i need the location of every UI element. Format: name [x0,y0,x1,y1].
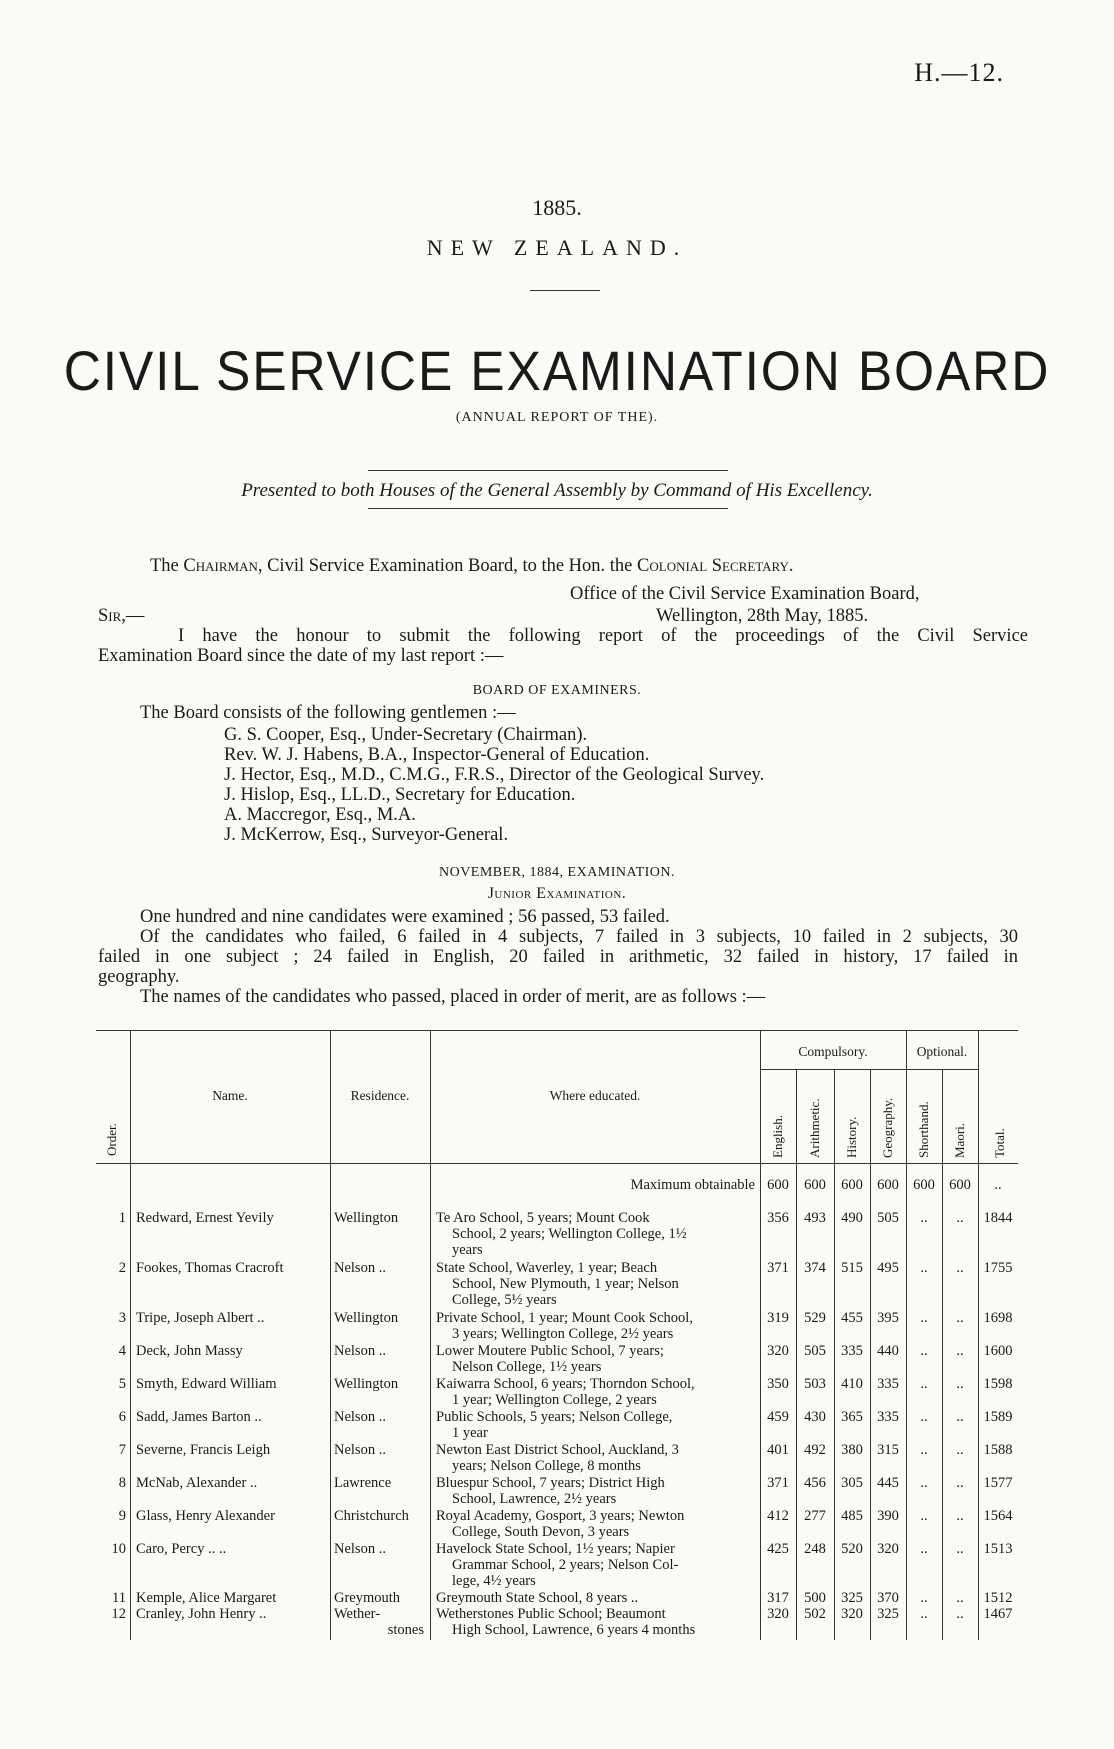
row-residence: Christchurch [334,1508,409,1524]
table-header-rule [96,1163,1018,1164]
row-residence: Nelson .. [334,1442,386,1458]
row-score-h: 325 [841,1590,863,1606]
row-order: 12 [111,1606,126,1622]
row-score-a: 430 [804,1409,826,1425]
row-order: 9 [118,1508,126,1524]
member-line: J. McKerrow, Esq., Surveyor-General. [224,825,509,845]
page-reference: H.—12. [914,58,1004,87]
row-where-educated: 3 years; Wellington College, 2½ years [452,1326,674,1342]
row-score-g: 325 [877,1606,899,1622]
row-residence: Greymouth [334,1590,401,1606]
exam-heading: NOVEMBER, 1884, EXAMINATION. [438,865,676,880]
header-shorthand: Shorthand. [916,1101,931,1158]
row-where-educated: Lower Moutere Public School, 7 years; [436,1343,664,1359]
row-score-m: .. [956,1606,964,1622]
row-score-e: 459 [767,1409,789,1425]
row-name: Sadd, James Barton .. [136,1409,262,1425]
row-score-t: 1577 [983,1475,1013,1491]
row-where-educated: Greymouth State School, 8 years .. [436,1590,639,1606]
row-score-e: 319 [767,1310,789,1326]
row-score-a: 492 [804,1442,826,1458]
row-score-m: .. [956,1590,964,1606]
row-score-t: 1564 [983,1508,1013,1524]
paragraph-1: One hundred and nine candidates were examined ; 56 passed, 53 failed. [140,907,670,927]
row-score-s: .. [920,1508,928,1524]
row-score-g: 440 [877,1343,899,1359]
row-where-educated: Kaiwarra School, 6 years; Thorndon School, [436,1376,695,1392]
row-where-educated: Havelock State School, 1½ years; Napier [436,1541,675,1557]
row-name: Fookes, Thomas Cracroft [136,1260,284,1276]
board-intro: The Board consists of the following gentlemen :— [140,703,516,723]
row-where-educated: College, 5½ years [452,1292,557,1308]
row-score-t: 1755 [983,1260,1013,1276]
row-score-s: .. [920,1376,928,1392]
row-score-a: 456 [804,1475,826,1491]
row-score-m: .. [956,1475,964,1491]
year-heading: 1885. [532,195,582,220]
row-order: 10 [111,1541,126,1557]
row-score-t: 1588 [983,1442,1013,1458]
row-score-h: 410 [841,1376,863,1392]
row-name: McNab, Alexander .. [136,1475,258,1491]
row-score-m: .. [956,1442,964,1458]
row-score-h: 335 [841,1343,863,1359]
row-residence: Nelson .. [334,1541,386,1557]
row-score-s: .. [920,1606,928,1622]
row-where-educated: Royal Academy, Gosport, 3 years; Newton [436,1508,685,1524]
row-residence: Wellington [334,1310,399,1326]
row-score-m: .. [956,1210,964,1226]
row-residence: Lawrence [334,1475,392,1491]
row-score-h: 365 [841,1409,863,1425]
row-where-educated: 1 year [452,1425,488,1441]
table-top-rule [96,1030,1018,1031]
row-where-educated: 1 year; Wellington College, 2 years [452,1392,657,1408]
row-where-educated: College, South Devon, 3 years [452,1524,630,1540]
row-score-a: 502 [804,1606,826,1622]
header-compulsory: Compulsory. [798,1044,868,1059]
row-score-e: 401 [767,1442,789,1458]
row-score-e: 412 [767,1508,789,1524]
row-score-a: 505 [804,1343,826,1359]
header-where-educated: Where educated. [549,1088,641,1103]
row-score-t: 1600 [983,1343,1013,1359]
row-score-a: 529 [804,1310,826,1326]
intro-line-1: I have the honour to submit the following report of the proceedings of the Civil Service [178,626,1028,646]
row-score-a: 500 [804,1590,826,1606]
header-name: Name. [212,1088,248,1103]
member-line: A. Maccregor, Esq., M.A. [224,805,416,825]
row-score-s: .. [920,1442,928,1458]
row-score-e: 425 [767,1541,789,1557]
office-line: Office of the Civil Service Examination Board, [570,584,920,604]
row-residence: Wellington [334,1376,399,1392]
row-name: Cranley, John Henry .. [136,1606,267,1622]
row-where-educated: lege, 4½ years [452,1573,536,1589]
junior-heading: Junior Examination. [487,885,627,902]
salutation: Sir,— [98,606,145,626]
header-optional: Optional. [916,1044,968,1059]
member-line: Rev. W. J. Habens, B.A., Inspector-General of Education. [224,745,650,765]
row-score-a: 277 [804,1508,826,1524]
row-name: Severne, Francis Leigh [136,1442,271,1458]
row-name: Kemple, Alice Margaret [136,1590,277,1606]
divider [368,508,728,509]
row-score-m: .. [956,1376,964,1392]
document-subtitle: (ANNUAL REPORT OF THE). [455,410,659,425]
row-score-g: 315 [877,1442,899,1458]
row-score-s: .. [920,1310,928,1326]
header-maori: Maori. [952,1122,967,1158]
date-line: Wellington, 28th May, 1885. [656,606,869,626]
address-mid: , Civil Service Examination Board, to the Hon. the [257,556,633,576]
paragraph-3: The names of the candidates who passed, placed in order of merit, are as follows :— [140,987,766,1007]
row-score-e: 371 [767,1260,789,1276]
paragraph-2a: Of the candidates who failed, 6 failed in 4 subjects, 7 failed in 3 subjects, 10 failed in 2 subjects, 30 [140,927,1018,947]
address-colonial: Colonial Secretary [637,556,789,576]
row-score-s: .. [920,1590,928,1606]
address-end: . [788,556,794,576]
row-score-m: .. [956,1409,964,1425]
row-order: 2 [118,1260,126,1276]
row-score-g: 370 [877,1590,899,1606]
row-score-t: 1513 [983,1541,1013,1557]
row-name: Caro, Percy .. .. [136,1541,227,1557]
row-score-g: 320 [877,1541,899,1557]
max-value: 600 [804,1177,826,1193]
row-residence: Nelson .. [334,1409,386,1425]
row-score-t: 1598 [983,1376,1013,1392]
row-score-h: 520 [841,1541,863,1557]
row-order: 3 [118,1310,126,1326]
row-score-s: .. [920,1475,928,1491]
row-score-m: .. [956,1260,964,1276]
divider [530,290,600,291]
row-score-s: .. [920,1409,928,1425]
row-name: Deck, John Massy [136,1343,243,1359]
row-residence: Nelson .. [334,1260,386,1276]
row-score-s: .. [920,1260,928,1276]
row-score-h: 305 [841,1475,863,1491]
row-name: Redward, Ernest Yevily [136,1210,274,1226]
member-line: J. Hector, Esq., M.D., C.M.G., F.R.S., Director of the Geological Survey. [224,765,765,785]
row-score-h: 485 [841,1508,863,1524]
header-residence: Residence. [350,1088,410,1103]
row-score-g: 335 [877,1409,899,1425]
row-score-t: 1698 [983,1310,1013,1326]
country-heading: NEW ZEALAND. [426,235,688,260]
row-score-e: 317 [767,1590,789,1606]
paragraph-2b: failed in one subject ; 24 failed in English, 20 failed in arithmetic, 32 failed in history, 17 failed in [98,947,1018,967]
row-where-educated: Newton East District School, Auckland, 3 [436,1442,679,1458]
row-score-h: 455 [841,1310,863,1326]
row-score-a: 503 [804,1376,826,1392]
row-residence: stones [387,1622,424,1638]
row-where-educated: School, Lawrence, 2½ years [452,1491,617,1507]
header-arithmetic: Arithmetic. [807,1098,822,1158]
row-where-educated: Grammar School, 2 years; Nelson Col- [452,1557,679,1573]
row-order: 1 [118,1210,126,1226]
max-label: Maximum obtainable [630,1177,755,1193]
row-score-g: 495 [877,1260,899,1276]
row-score-m: .. [956,1343,964,1359]
row-score-t: 1512 [983,1590,1013,1606]
column-rule [130,1030,131,1640]
header-english: English. [770,1115,785,1158]
row-where-educated: years [452,1242,483,1258]
max-value: 600 [913,1177,935,1193]
divider [368,470,728,471]
row-where-educated: Wetherstones Public School; Beaumont [436,1606,666,1622]
presented-line: Presented to both Houses of the General Assembly by Command of His Excellency. [241,480,873,501]
row-score-g: 505 [877,1210,899,1226]
row-order: 4 [118,1343,126,1359]
row-score-a: 248 [804,1541,826,1557]
address-pre: The [150,556,179,576]
address-chairman: Chairman [183,556,258,576]
max-value: 600 [949,1177,971,1193]
intro-line-2: Examination Board since the date of my last report :— [98,646,504,666]
row-score-s: .. [920,1343,928,1359]
row-score-a: 374 [804,1260,826,1276]
row-residence: Wether- [334,1606,381,1622]
max-value: .. [994,1177,1002,1193]
row-score-s: .. [920,1210,928,1226]
row-score-h: 380 [841,1442,863,1458]
row-residence: Wellington [334,1210,399,1226]
row-score-h: 320 [841,1606,863,1622]
board-heading: BOARD OF EXAMINERS. [472,683,642,698]
header-order: Order. [104,1123,119,1156]
max-value: 600 [877,1177,899,1193]
row-score-h: 490 [841,1210,863,1226]
row-where-educated: Bluespur School, 7 years; District High [436,1475,665,1491]
row-order: 11 [112,1590,126,1606]
row-name: Glass, Henry Alexander [136,1508,275,1524]
row-score-h: 515 [841,1260,863,1276]
table-group-rule [760,1069,978,1070]
header-history: History. [844,1116,859,1158]
row-score-m: .. [956,1508,964,1524]
row-name: Tripe, Joseph Albert .. [136,1310,265,1326]
row-where-educated: years; Nelson College, 8 months [452,1458,641,1474]
row-residence: Nelson .. [334,1343,386,1359]
row-where-educated: Private School, 1 year; Mount Cook School, [436,1310,693,1326]
header-total: Total. [992,1128,1007,1158]
row-order: 7 [118,1442,126,1458]
row-order: 5 [118,1376,126,1392]
column-rule [430,1030,431,1640]
row-where-educated: State School, Waverley, 1 year; Beach [436,1260,658,1276]
document-title: CIVIL SERVICE EXAMINATION BOARD [63,339,1051,402]
row-score-g: 445 [877,1475,899,1491]
row-score-g: 395 [877,1310,899,1326]
row-score-g: 390 [877,1508,899,1524]
row-score-m: .. [956,1541,964,1557]
row-score-e: 356 [767,1210,789,1226]
row-score-t: 1589 [983,1409,1013,1425]
row-score-e: 320 [767,1343,789,1359]
address-line [150,556,794,576]
paragraph-2c: geography. [98,967,180,987]
row-where-educated: Public Schools, 5 years; Nelson College, [436,1409,673,1425]
member-line: J. Hislop, Esq., LL.D., Secretary for Education. [224,785,576,805]
row-name: Smyth, Edward William [136,1376,277,1392]
row-score-g: 335 [877,1376,899,1392]
max-value: 600 [841,1177,863,1193]
row-score-a: 493 [804,1210,826,1226]
row-score-s: .. [920,1541,928,1557]
row-where-educated: Nelson College, 1½ years [452,1359,602,1375]
max-value: 600 [767,1177,789,1193]
row-where-educated: School, 2 years; Wellington College, 1½ [452,1226,687,1242]
header-geography: Geography. [880,1097,895,1158]
row-score-t: 1467 [983,1606,1013,1622]
row-where-educated: Te Aro School, 5 years; Mount Cook [436,1210,650,1226]
row-order: 6 [118,1409,126,1425]
row-where-educated: High School, Lawrence, 6 years 4 months [452,1622,696,1638]
member-line: G. S. Cooper, Esq., Under-Secretary (Chairman). [224,725,588,745]
row-score-t: 1844 [983,1210,1013,1226]
row-score-m: .. [956,1310,964,1326]
row-order: 8 [118,1475,126,1491]
row-score-e: 320 [767,1606,789,1622]
row-score-e: 371 [767,1475,789,1491]
column-rule [330,1030,331,1640]
row-where-educated: School, New Plymouth, 1 year; Nelson [452,1276,679,1292]
row-score-e: 350 [767,1376,789,1392]
